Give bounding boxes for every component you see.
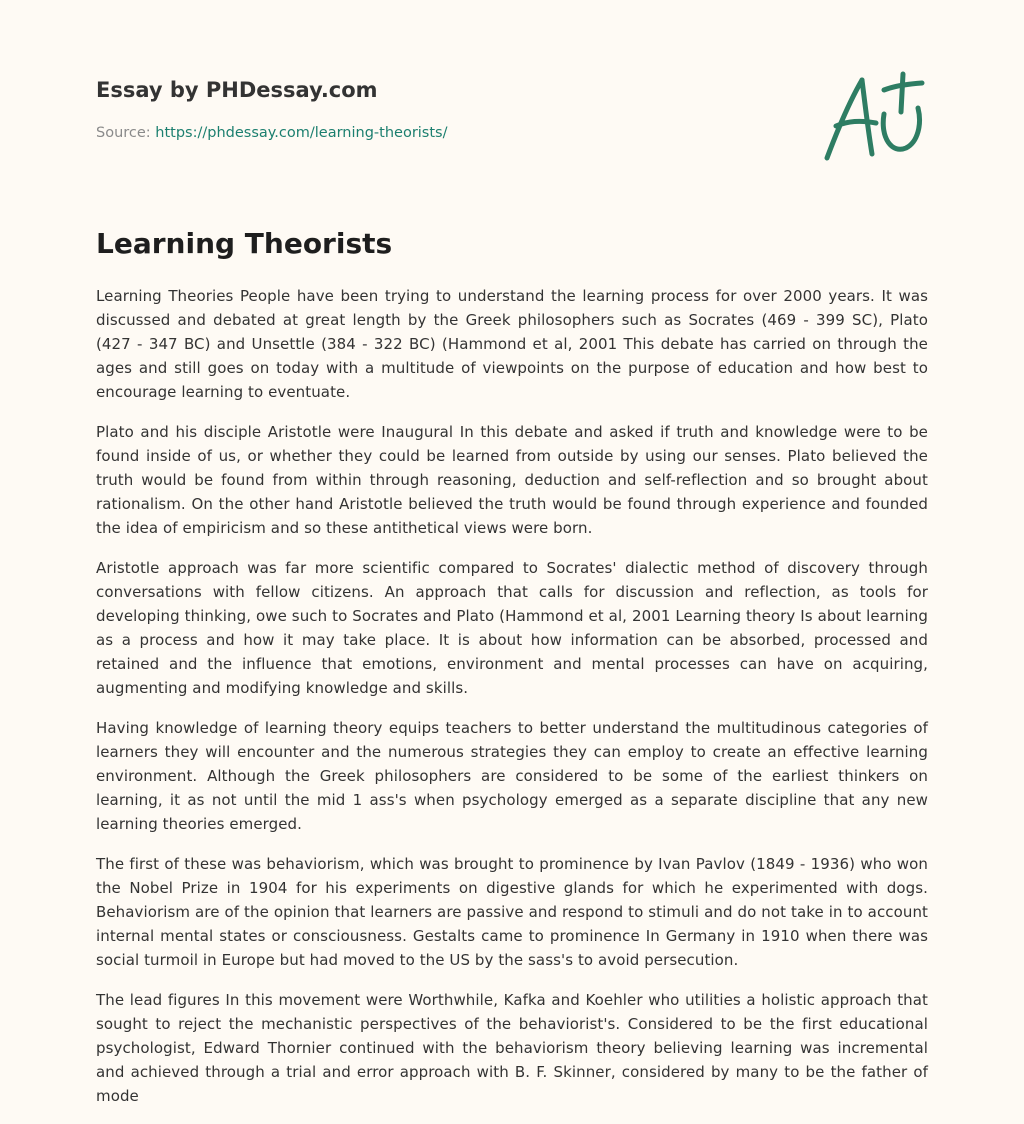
essay-body <box>96 284 928 1124</box>
essay-page <box>96 0 928 1105</box>
site-title: Essay by PHDessay.com <box>96 78 378 102</box>
source-link[interactable]: https://phdessay.com/learning-theorists/ <box>155 125 448 141</box>
essay-title: Learning Theorists <box>96 227 393 260</box>
essay-paragraph: Plato and his disciple Aristotle were Inaugural In this debate and asked if truth and knowledge were to be found inside of us, or whether they could be learned from outside by using our senses. Plato believed the truth would be found from within through reasoning, deduction and self-reflection and so brought about rationalism. On the other hand Aristotle believed the truth would be found through experience and founded the idea of empiricism and so these antithetical views were born. <box>96 423 928 537</box>
essay-paragraph: Learning Theories People have been trying to understand the learning process for over 2000 years. It was discussed and debated at great length by the Greek philosophers such as Socrates (469 - 399 SC), Plato (427 - 347 BC) and Unsettle (384 - 322 BC) (Hammond et al, 2001 This debate has carried on through the ages and still goes on today with a multitude of viewpoints on the purpose of education and how best to encourage learning to eventuate. <box>96 287 928 401</box>
essay-paragraph: The lead figures In this movement were Worthwhile, Kafka and Koehler who utilities a holistic approach that sought to reject the mechanistic perspectives of the behaviorist's. Considered to be the first educational psychologist, Edward Thornier continued with the behaviorism theory believing learning was incremental and achieved through a trial and error approach with B. F. Skinner, considered by many to be the father of mode <box>96 991 928 1105</box>
source-line <box>96 122 448 144</box>
a-plus-logo-icon <box>822 68 926 164</box>
essay-paragraph: Aristotle approach was far more scientific compared to Socrates' dialectic method of discovery through conversations with fellow citizens. An approach that calls for discussion and reflection, as tools for developing thinking, owe such to Socrates and Plato (Hammond et al, 2001 Learning theory Is about learning as a process and how it may take place. It is about how information can be absorbed, processed and retained and the influence that emotions, environment and mental processes can have on acquiring, augmenting and modifying knowledge and skills. <box>96 559 928 697</box>
essay-paragraph: The first of these was behaviorism, which was brought to prominence by Ivan Pavlov (1849 - 1936) who won the Nobel Prize in 1904 for his experiments on digestive glands for which he experimented with dogs. Behaviorism are of the opinion that learners are passive and respond to stimuli and do not take in to account internal mental states or consciousness. Gestalts came to prominence In Germany in 1910 when there was social turmoil in Europe but had moved to the US by the sass's to avoid persecution. <box>96 855 928 969</box>
essay-paragraph: Having knowledge of learning theory equips teachers to better understand the multitudinous categories of learners they will encounter and the numerous strategies they can employ to create an effective learning environment. Although the Greek philosophers are considered to be some of the earliest thinkers on learning, it as not until the mid 1 ass's when psychology emerged as a separate discipline that any new learning theories emerged. <box>96 719 928 833</box>
source-label: Source: <box>96 125 151 141</box>
